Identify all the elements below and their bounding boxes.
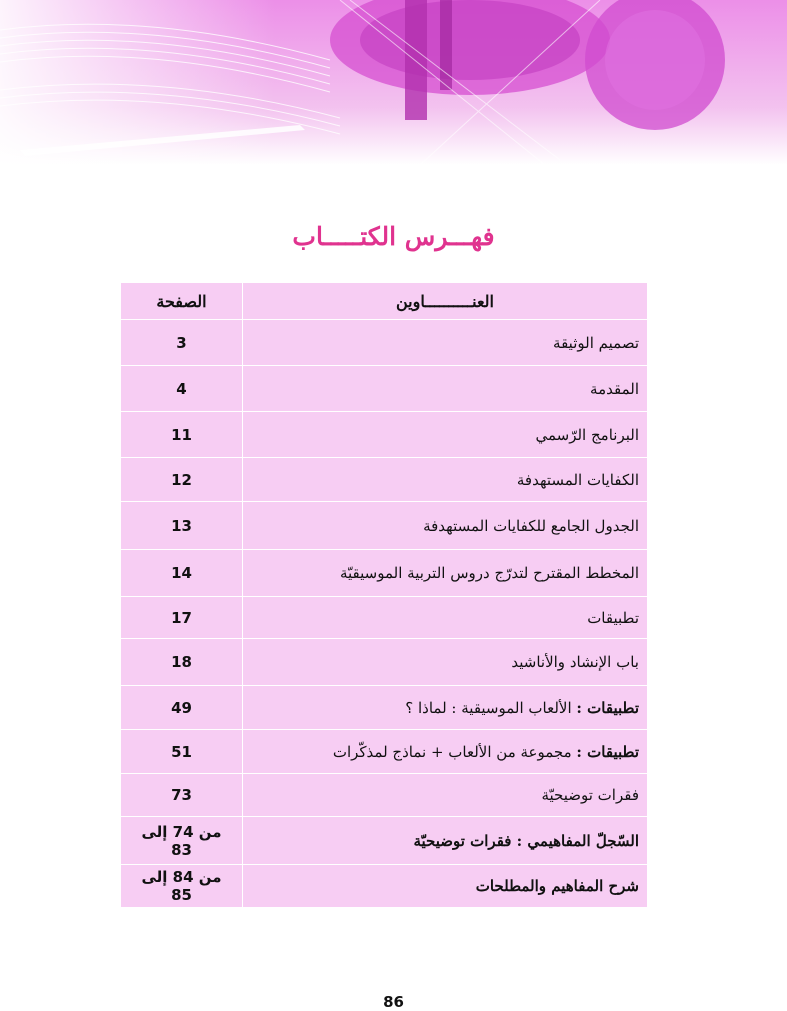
toc-title: فهـــرس الكتـــــاب <box>292 222 495 251</box>
toc-entry-bold-label: تطبيقات : <box>576 698 639 717</box>
table-row <box>121 502 648 550</box>
toc-entry-title <box>243 458 648 502</box>
toc-entry-page: 11 <box>121 412 243 458</box>
toc-entry-title <box>243 817 648 865</box>
table-row <box>121 320 648 366</box>
toc-entry-title <box>243 412 648 458</box>
toc-entry-bold-label: تطبيقات : <box>576 742 639 761</box>
toc-entry-text: فقرات توضيحيّة <box>541 786 639 804</box>
table-row <box>121 550 648 597</box>
toc-entry-page: من 74 إلى 83 <box>121 817 243 865</box>
toc-entry-page: 18 <box>121 639 243 686</box>
toc-entry-text: تصميم الوثيقة <box>553 333 639 352</box>
table-row <box>121 597 648 639</box>
column-header-titles: العنــــــــــاوين <box>243 283 648 320</box>
table-row <box>121 774 648 817</box>
toc-entry-bold-label: السّجلّ المفاهيمي : فقرات توضيحيّة <box>413 831 639 850</box>
toc-entry-page: 73 <box>121 774 243 817</box>
toc-entry-page: 13 <box>121 502 243 550</box>
toc-entry-text: البرنامج الرّسمي <box>535 425 639 444</box>
toc-entry-title <box>243 597 648 639</box>
table-row <box>121 412 648 458</box>
toc-entry-page: 4 <box>121 366 243 412</box>
table-row <box>121 817 648 865</box>
toc-entry-text: باب الإنشاد والأناشيد <box>511 653 639 671</box>
toc-entry-title <box>243 550 648 597</box>
toc-entry-page: 14 <box>121 550 243 597</box>
toc-entry-text: مجموعة من الألعاب + نماذج لمذكّرات <box>332 742 577 761</box>
toc-entry-text: المخطط المقترح لتدرّج دروس التربية الموسيقيّة <box>339 564 639 582</box>
toc-table <box>120 282 648 908</box>
toc-entry-page: 49 <box>121 686 243 730</box>
toc-entry-page: من 84 إلى 85 <box>121 865 243 908</box>
toc-entry-title <box>243 320 648 366</box>
toc-entry-page: 12 <box>121 458 243 502</box>
toc-entry-title <box>243 774 648 817</box>
table-row <box>121 686 648 730</box>
header-banner <box>0 0 787 165</box>
toc-entry-title <box>243 366 648 412</box>
toc-entry-title <box>243 865 648 908</box>
toc-entry-title <box>243 502 648 550</box>
toc-entry-text: الكفايات المستهدفة <box>516 470 639 489</box>
column-header-page: الصفحة <box>121 283 243 320</box>
toc-entry-text: تطبيقات <box>587 608 639 627</box>
toc-entry-text: الجدول الجامع للكفايات المستهدفة <box>423 516 639 535</box>
toc-entry-text: المقدمة <box>590 379 639 398</box>
toc-entry-title <box>243 639 648 686</box>
page-number: 86 <box>383 993 404 1011</box>
table-row <box>121 865 648 908</box>
toc-entry-page: 51 <box>121 730 243 774</box>
toc-entry-bold-label: شرح المفاهيم والمطلحات <box>475 877 639 895</box>
toc-entry-page: 3 <box>121 320 243 366</box>
toc-entry-text: الألعاب الموسيقية : لماذا ؟ <box>405 698 577 717</box>
table-row <box>121 366 648 412</box>
table-row <box>121 639 648 686</box>
music-banner-image <box>0 0 787 165</box>
toc-entry-page: 17 <box>121 597 243 639</box>
table-header-row <box>121 283 648 320</box>
table-row <box>121 458 648 502</box>
table-row <box>121 730 648 774</box>
toc-entry-title <box>243 686 648 730</box>
toc-entry-title <box>243 730 648 774</box>
